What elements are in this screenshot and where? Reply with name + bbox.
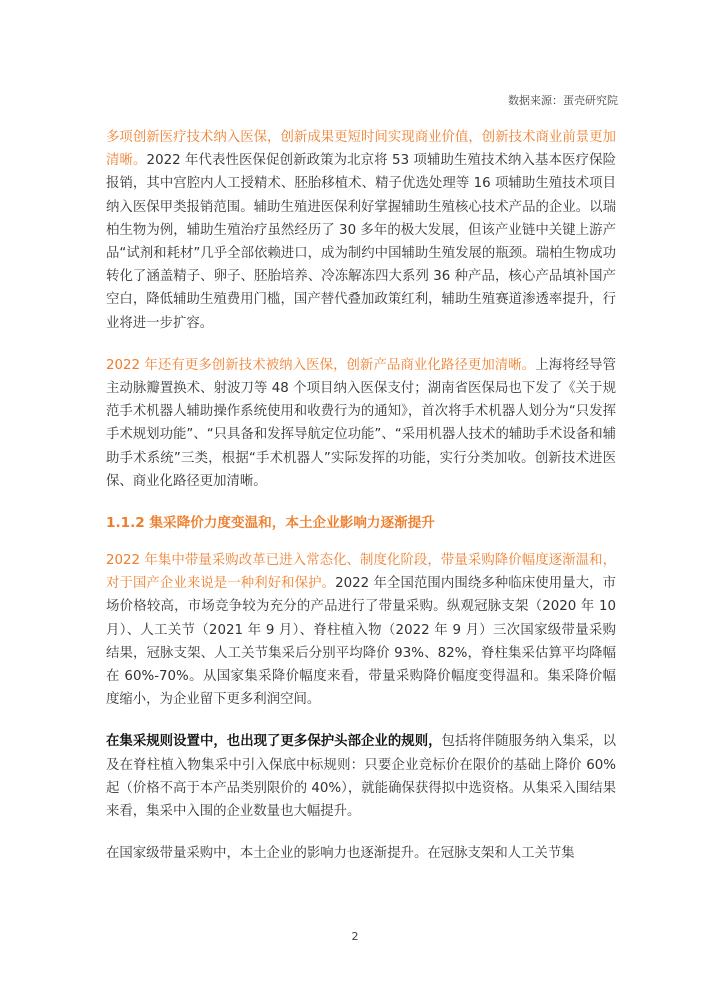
paragraph-domestic-influence: [106, 842, 616, 865]
paragraph-text: 2022 年代表性医保促创新政策为北京将 53 项辅助生殖技术纳入基本医疗保险报销，其中宫腔内人工授精术、胚胎移植术、精子优选处理等 16 项辅助生殖技术项目纳入医保甲类报销范围。辅助生殖进医保利好掌握辅助生殖核心技术产品的企业。以瑞柏生物为例，辅助生殖治疗虽然经历了 30 多年的极大发展，但该产业链中关键上游产品“试剂和耗材”几乎全部依赖进口，成为制约中国辅助生殖发展的瓶颈。瑞柏生物成功转化了涵盖精子、卵子、胚胎培养、冷冻解冻四大系列 36 种产品，核心产品填补国产空白，降低辅助生殖费用门槛，国产替代叠加政策红利，辅助生殖赛道渗透率提升，行业将进一步扩容。: [106, 153, 617, 331]
paragraph-text: 在国家级带量采购中，本土企业的影响力也逐渐提升。在冠脉支架和人工关节集: [106, 846, 575, 862]
paragraph-volume-procurement: [106, 549, 616, 711]
paragraph-lead: 在集采规则设置中，也出现了更多保护头部企业的规则，: [106, 734, 442, 750]
paragraph-lead: 2022 年还有更多创新技术被纳入医保，创新产品商业化路径更加清晰。: [106, 357, 536, 373]
paragraph-text: 上海将经导管主动脉瓣置换术、射波刀等 48 个项目纳入医保支付；湖南省医保局也下发了《关于规范手术机器人辅助操作系统使用和收费行为的通知》，首次将手术机器人划分为“只发挥手术规划功能”、“只具备和发挥导航定位功能”、“采用机器人技术的辅助手术设备和辅助手术系统”三类，根据“手术机器人”实际发挥的功能，实行分类加收。创新技术进医保、商业化路径更加清晰。: [106, 357, 616, 489]
paragraph-text: 包括将伴随服务纳入集采，以及在脊柱植入物集采中引入保底中标规则：只要企业竞标价在限价的基础上降价 60%起（价格不高于本产品类别限价的 40%），就能确保获得拟中选资格。从集采入围结果来看，集采中入围的企业数量也大幅提升。: [106, 734, 616, 820]
paragraph-procurement-rules: [106, 730, 616, 823]
paragraph-medical-insurance-innovation: [106, 126, 616, 335]
paragraph-lead: 2022 年集中带量采购改革已进入常态化、制度化阶段，带量采购降价幅度逐渐温和，对于国产企业来说是一种利好和保护。: [106, 553, 616, 592]
page-number: 2: [351, 930, 359, 943]
data-source-note: 数据来源：蛋壳研究院: [508, 94, 618, 107]
document-body: [106, 126, 616, 884]
section-heading: 1.1.2 集采降价力度变温和，本土企业影响力逐渐提升: [106, 515, 435, 532]
paragraph-text: 2022 年全国范围内围绕多种临床使用量大，市场价格较高，市场竞争较为充分的产品进行了带量采购。纵观冠脉支架（2020 年 10 月）、人工关节（2021 年 9 月）、脊柱植入物（2022 年 9 月）三次国家级带量采购结果，冠脉支架、人工关节集采后分别平均降价 93%、82%，脊柱集采估算平均降幅在 60%-70%。从国家集采降价幅度来看，带量采购降价幅度变得温和。集采降价幅度缩小，为企业留下更多利润空间。: [106, 576, 616, 708]
paragraph-lead: 多项创新医疗技术纳入医保，创新成果更短时间实现商业价值，创新技术商业前景更加清晰。: [106, 130, 616, 169]
paragraph-innovation-coverage-2022: [106, 354, 616, 493]
